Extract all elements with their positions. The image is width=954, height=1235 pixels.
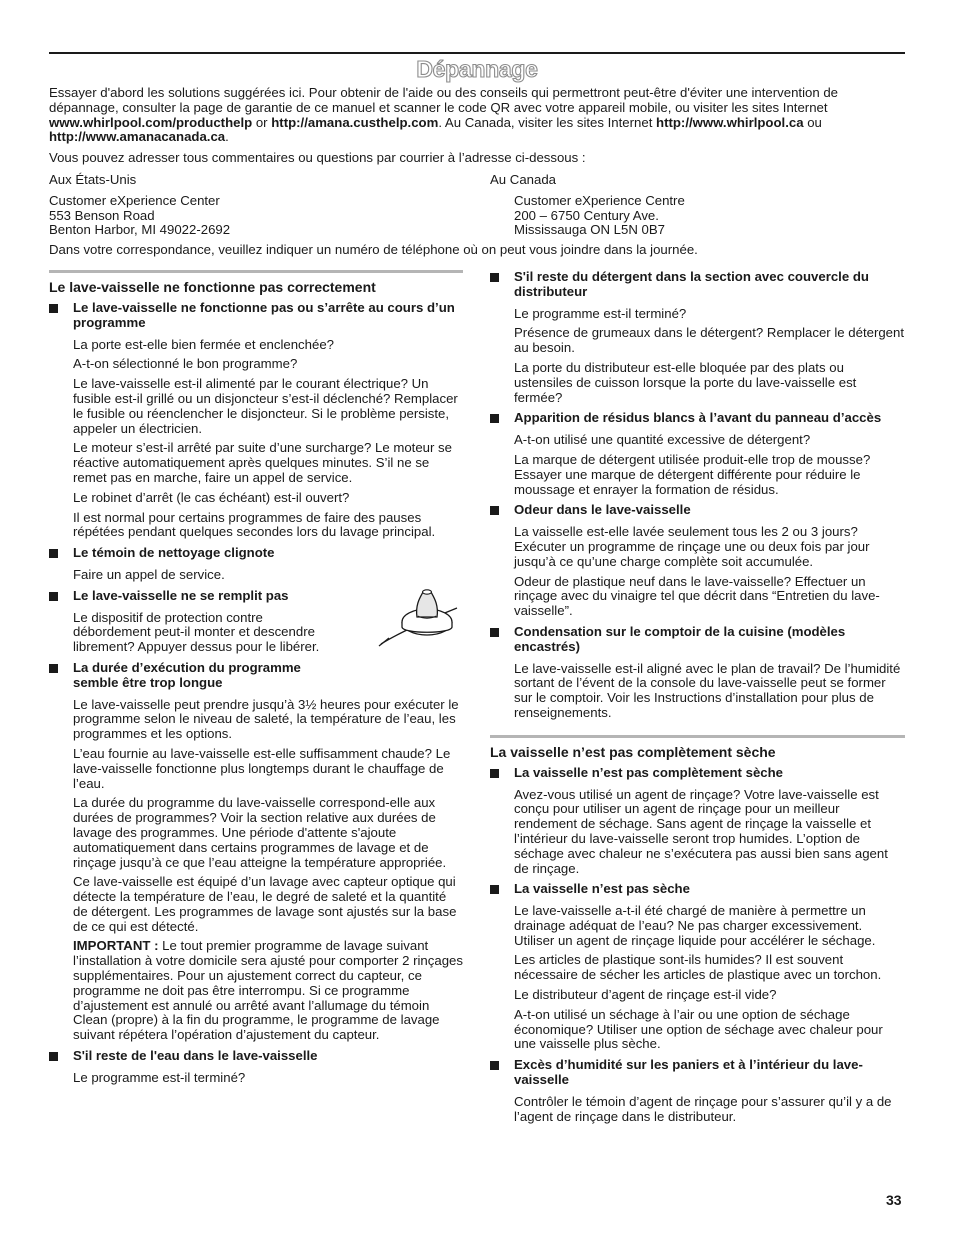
list-item: Le lave-vaisselle ne se remplit pas Le dispositif de protection contre débordement peut-il monter et descendre librement? Appuyer dessus pour le libérer. <box>49 589 463 655</box>
section-heading: La vaisselle n’est pas complètement sèche <box>490 743 776 760</box>
right-column <box>490 270 905 1130</box>
list-item: Odeur dans le lave-vaisselle La vaisselle est-elle lavée seulement tous les 2 ou 3 jours? Exécuter un programme de rinçage une ou deux fois par jour jusqu’à ce qu’une charge complète soit accumulée. Odeur de plastique neuf dans le lave-vaisselle? Effectuer un rinçage avec du vinaigre tel que décrit dans “Entretien du lave-vaisselle”. <box>490 503 905 619</box>
square-bullet-icon <box>490 769 499 778</box>
address-us-label: Aux États-Unis <box>49 172 137 187</box>
section-rule <box>49 270 463 273</box>
top-rule <box>49 52 905 54</box>
list-item: La durée d’exécution du programme semble être trop longue Le lave-vaisselle peut prendre jusqu’à 3½ heures pour exécuter le programme selon le niveau de saleté, la température de l’eau, les programmes et les options. L’eau fournie au lave-vaisselle est-elle suffisamment chaude? Le lave-vaisselle fonctionne plus longtemps durant le chauffage de l’eau. La durée du programme du lave-vaisselle correspond-elle aux durées de programmes? Voir la section relative aux durées de lavage des programmes. Une période d'attente s'ajoute automatiquement dans certains programmes de lavage et de rinçage jusqu’à ce que l’eau atteigne la température appropriée. Ce lave-vaisselle est équipé d’un lavage avec capteur optique qui détecte la température de l’eau, le degré de saleté et la quantité de détergent. Les programmes de lavage sont ajustés sur la base de ce qui est détecté. IMPORTANT : Le tout premier programme de lavage suivant l’installation à votre domicile sera ajusté pour comporter 2 rinçages supplémentaires. Pour un ajustement correct du capteur, ce programme ne doit pas être interrompu. Si ce programme d’ajustement est annulé ou arrêté avant l’allumage du témoin Clean (propre) à la fin du programme, le programme de lavage suivant répétera l’opération d’ajustement du capteur. <box>49 661 463 1043</box>
list-item: La vaisselle n’est pas complètement sèche Avez-vous utilisé un agent de rinçage? Votre lave-vaisselle est conçu pour utiliser un agent de rinçage pour un meilleur rendement de séchage. Sans agent de rinçage la vaisselle et l’intérieur du lave-vaisselle seront trop humides. L’option de séchage avec chaleur ne s’exécutera pas aussi bien sans agent de rinçage. <box>490 766 905 877</box>
list-item: Apparition de résidus blancs à l’avant du panneau d’accès A-t-on utilisé une quantité excessive de détergent? La marque de détergent utilisée produit-elle trop de mousse? Essayer une marque de détergent différente pour réduire le moussage et enrayer la formation de résidus. <box>490 411 905 497</box>
link-whirlpool-producthelp[interactable]: www.whirlpool.com/producthelp <box>49 114 253 130</box>
square-bullet-icon <box>490 1061 499 1070</box>
square-bullet-icon <box>49 592 58 601</box>
square-bullet-icon <box>490 885 499 894</box>
square-bullet-icon <box>490 506 499 515</box>
list-item: Le lave-vaisselle ne fonctionne pas ou s’arrête au cours d’un programme La porte est-elle bien fermée et enclenchée? A-t-on sélectionné le bon programme? Le lave-vaisselle est-il alimenté par le courant électrique? Un fusible est-il grillé ou un disjoncteur s’est-il déclenché? Remplacer le fusible ou réenclencher le disjoncteur. Si le problème persiste, appeler un électricien. Le moteur s’est-il arrêté par suite d’une surcharge? Le moteur se réactive automatiquement après quelques minutes. S’il ne se remet pas en marche, faire un appel de service. Le robinet d’arrêt (le cas échéant) est-il ouvert? Il est normal pour certains programmes de faire des pauses répétées pendant quelques secondes lors du lavage principal. <box>49 301 463 540</box>
square-bullet-icon <box>49 1052 58 1061</box>
section-heading: Le lave-vaisselle ne fonctionne pas correctement <box>49 279 376 295</box>
list-item: Condensation sur le comptoir de la cuisine (modèles encastrés) Le lave-vaisselle est-il aligné avec le plan de travail? De l’humidité sortant de l’évent de la console du lave-vaisselle peut se former sur le comptoir. Voir les Instructions d’installation pour plus de renseignements. <box>490 625 905 721</box>
square-bullet-icon <box>49 304 58 313</box>
square-bullet-icon <box>490 628 499 637</box>
section-rule <box>490 735 905 738</box>
page-number: 33 <box>886 1192 902 1208</box>
address-us: Aux États-Unis Customer eXperience Center 553 Benson Road Benton Harbor, MI 49022-2692 <box>49 172 231 238</box>
link-amanacanada[interactable]: http://www.amanacanada.ca <box>49 129 226 145</box>
page-title: Dépannage <box>416 56 538 82</box>
intro-paragraph-1: Essayer d'abord les solutions suggérées ici. Pour obtenir de l'aide ou des conseils qui permettront peut-être d'éviter une intervention de dépannage, consulter la page de garantie de ce manuel et scanner le code QR avec votre appareil mobile, ou visiter les sites Internet www.whirlpool.com/producthelp or http://amana.custhelp.com. Au Canada, visiter les sites Internet http://www.whirlpool.ca ou http://www.amanacanada.ca. <box>49 85 839 145</box>
list-item: Le témoin de nettoyage clignote Faire un appel de service. <box>49 546 463 583</box>
address-ca-label: Au Canada <box>490 172 556 187</box>
address-ca: Au Canada Customer eXperience Centre 200 – 6750 Century Ave. Mississauga ON L5N 0B7 <box>490 172 685 238</box>
intro-paragraph-3: Dans votre correspondance, veuillez indiquer un numéro de téléphone où on peut vous joindre dans la journée. <box>49 242 698 257</box>
square-bullet-icon <box>49 549 58 558</box>
intro <box>49 86 907 172</box>
square-bullet-icon <box>490 273 499 282</box>
left-column <box>49 270 463 1092</box>
link-whirlpool-ca[interactable]: http://www.whirlpool.ca <box>656 114 804 130</box>
list-item: Excès d’humidité sur les paniers et à l’intérieur du lave-vaisselle Contrôler le témoin d’agent de rinçage pour s’assurer qu’il y a de l’agent de rinçage dans le distributeur. <box>490 1058 905 1124</box>
square-bullet-icon <box>490 414 499 423</box>
overflow-protector-float-illustration <box>377 582 463 652</box>
intro-paragraph-2: Vous pouvez adresser tous commentaires ou questions par courrier à l’adresse ci-dessous : <box>49 150 586 166</box>
link-amana-custhelp[interactable]: http://amana.custhelp.com <box>271 114 439 130</box>
list-item: S'il reste de l'eau dans le lave-vaisselle Le programme est-il terminé? <box>49 1049 463 1086</box>
list-item: La vaisselle n’est pas sèche Le lave-vaisselle a-t-il été chargé de manière à permettre un drainage adéquat de l’eau? Ne pas charger excessivement. Utiliser un agent de rinçage liquide pour accélérer le séchage. Les articles de plastique sont-ils humides? Il est souvent nécessaire de sécher les articles de plastique avec un torchon. Le distributeur d’agent de rinçage est-il vide? A-t-on utilisé un séchage à l’air ou une option de séchage économique? Utiliser une option de séchage avec chaleur pour une vaisselle plus sèche. <box>490 882 905 1052</box>
list-item: S'il reste du détergent dans la section avec couvercle du distributeur Le programme est-il terminé? Présence de grumeaux dans le détergent? Remplacer le détergent au besoin. La porte du distributeur est-elle bloquée par des plats ou ustensiles de cuisson lorsque la porte du lave-vaisselle est fermée? <box>490 270 905 405</box>
square-bullet-icon <box>49 664 58 673</box>
